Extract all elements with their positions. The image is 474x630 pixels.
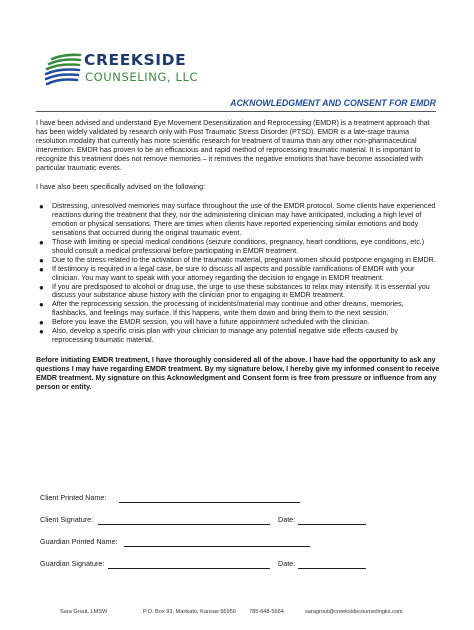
bullet-icon: ● bbox=[39, 237, 44, 247]
list-item bbox=[36, 238, 440, 256]
footer-email: saragrout@creeksidecounselingks.com bbox=[305, 609, 403, 615]
list-item-text: Before you leave the EMDR session, you will have a future appointment scheduled with the clinician. bbox=[52, 318, 370, 327]
list-item bbox=[36, 265, 440, 283]
bullet-icon: ● bbox=[39, 264, 44, 274]
document-title: ACKNOWLEDGMENT AND CONSENT FOR EMDR bbox=[230, 98, 436, 108]
intro-paragraph: I have been advised and understand Eye Movement Desensitization and Reprocessing (EMDR) is a treatment approach that has been widely validated by research only with Post Traumatic Stress Disorder (PTSD). EMDR is a late-stage trauma resolution modality that currently has more scientific research for treatment of trauma than any other non-pharmaceutical intervention. EMDR has proven to be an efficacious and rapid method of reprocessing traumatic material. It is important to recognize this treatment does not remove memories – it removes the negative emotions that have become associated with particular traumatic events. bbox=[36, 119, 430, 172]
client-date-label: Date: bbox=[278, 515, 296, 524]
list-item-text: Those with limiting or special medical conditions (seizure conditions, pregnancy, heart conditions, eye conditions, etc.) should consult a medical professional before participating in EMDR treatment. bbox=[52, 237, 425, 255]
list-item bbox=[36, 283, 440, 301]
signature-block bbox=[36, 493, 440, 572]
guardian-name-label: Guardian Printed Name: bbox=[40, 537, 118, 546]
list-item bbox=[36, 202, 440, 238]
advisement-list bbox=[36, 202, 440, 345]
list-item-text: Distressing, unresolved memories may surface throughout the use of the EMDR protocol. Some clients have experienced reactions during the treatment that they, nor the administering clinician may have anticipated, including a high level of emotion or physical sensations. There are times when clients have reported experiencing similar emotions and body sensations that occurred during the original traumatic event. bbox=[52, 202, 436, 238]
client-signature-field[interactable] bbox=[98, 524, 270, 525]
list-item-text: Due to the stress related to the activation of the traumatic material, pregnant women should postpone engaging in EMDR. bbox=[52, 255, 436, 264]
list-item-text: If you are predisposed to alcohol or drug use, the urge to use these substances to relax may intensify. It is essential you discuss your substance abuse history with the clinician prior to engaging in EMDR treatment. bbox=[52, 282, 430, 300]
guardian-date-field[interactable] bbox=[298, 568, 366, 569]
footer-name: Sara Grout, LMSW bbox=[60, 609, 108, 615]
client-signature-row bbox=[36, 515, 440, 528]
client-name-label: Client Printed Name: bbox=[40, 493, 107, 502]
title-divider bbox=[36, 111, 436, 112]
client-name-row bbox=[36, 493, 440, 506]
guardian-name-row bbox=[36, 537, 440, 550]
logo-subtitle: COUNSELING, LLC bbox=[85, 70, 199, 84]
logo-name: CREEKSIDE bbox=[84, 51, 187, 69]
client-name-field[interactable] bbox=[119, 502, 300, 503]
advisement-lead: I have also been specifically advised on the following: bbox=[36, 183, 206, 192]
bullet-icon: ● bbox=[39, 327, 44, 337]
client-signature-label: Client Signature: bbox=[40, 515, 94, 524]
guardian-signature-field[interactable] bbox=[108, 568, 270, 569]
list-item-text: After the reprocessing session, the processing of incidents/material may continue and other dreams, memories, flashbacks, and feelings may surface. If this happens, write them down and bring them to the next session. bbox=[52, 300, 404, 318]
guardian-name-field[interactable] bbox=[124, 546, 310, 547]
footer-address: P.O. Box 93, Mankato, Kansas 66956 bbox=[143, 609, 236, 615]
bullet-icon: ● bbox=[39, 300, 44, 310]
list-item-text: Also, develop a specific crisis plan with your clinician to manage any potential negative side effects caused by reprocessing traumatic material. bbox=[52, 327, 398, 344]
bullet-icon: ● bbox=[39, 318, 44, 328]
guardian-signature-row bbox=[36, 559, 440, 572]
guardian-date-label: Date: bbox=[278, 559, 296, 568]
list-item bbox=[36, 318, 440, 327]
list-item-text: If testimony is required in a legal case, be sure to discuss all aspects and possible ramifications of EMDR with your clinician. You may want to speak with your attorney regarding the decision to engage in EMDR treatment. bbox=[52, 264, 415, 282]
bullet-icon: ● bbox=[39, 282, 44, 292]
footer-phone: 785-648-5664 bbox=[249, 609, 284, 615]
list-item bbox=[36, 327, 440, 345]
company-logo bbox=[44, 50, 224, 90]
consent-statement: Before initiating EMDR treatment, I have thoroughly considered all of the above. I have had the opportunity to ask any questions I may have regarding EMDR treatment. By my signature below, I hereby give my informed consent to receive EMDR treatment. My signature on this Acknowledgment and Consent form is free from pressure or influence from any person or entity. bbox=[36, 355, 440, 391]
document-body bbox=[36, 119, 440, 391]
bullet-icon: ● bbox=[39, 255, 44, 265]
list-item bbox=[36, 256, 440, 265]
client-date-field[interactable] bbox=[298, 524, 366, 525]
list-item bbox=[36, 300, 440, 318]
guardian-signature-label: Guardian Signature: bbox=[40, 559, 105, 568]
creek-stripes-icon bbox=[44, 52, 82, 86]
bullet-icon: ● bbox=[39, 202, 44, 212]
